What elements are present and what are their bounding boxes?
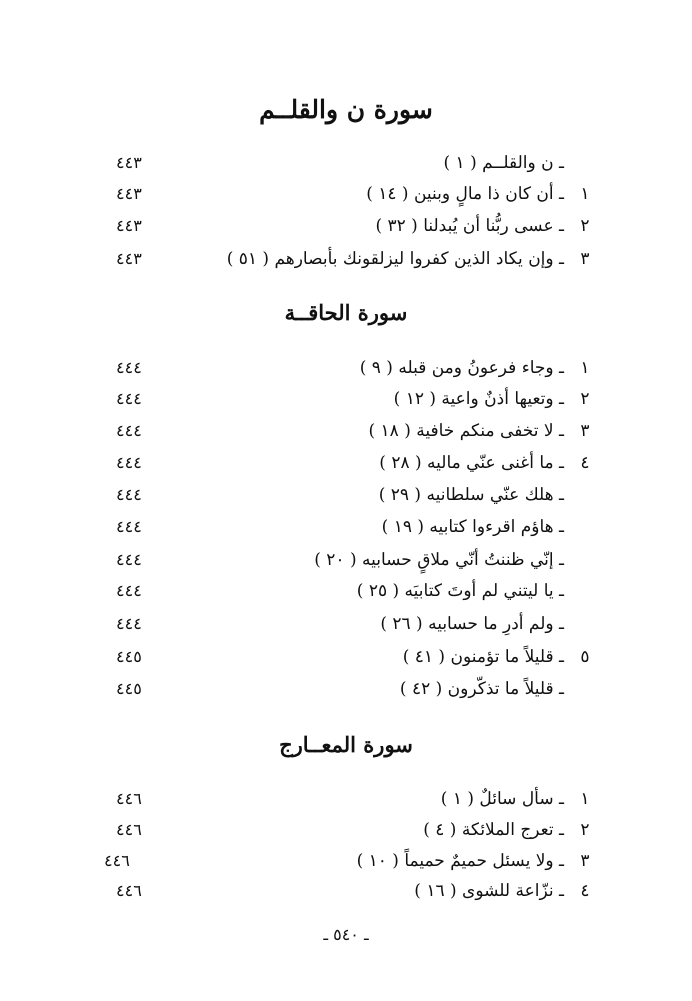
page-number: ٤٤٣ [116, 184, 142, 203]
entry-number: ٢ [580, 216, 590, 236]
verse-text: ـ إنّي ظننتُ أنّي ملاقٍ حسابيه ( ٢٠ ) [314, 550, 564, 570]
page-footer-number: ـ ٥٤٠ ـ [323, 925, 369, 944]
list-item [0, 876, 692, 906]
verse-text: ـ سأل سائلٌ ( ١ ) [440, 789, 564, 809]
verse-text: ـ لا تخفى منكم خافية ( ١٨ ) [368, 421, 564, 441]
page-number: ٤٤٤ [116, 550, 142, 569]
entry-number: ١ [580, 358, 590, 378]
list-item [0, 674, 692, 704]
page-number: ٤٤٤ [116, 453, 142, 472]
page-number: ٤٤٤ [116, 614, 142, 633]
entry-number: ١ [580, 184, 590, 204]
list-item [0, 609, 692, 639]
verse-text: ـ تعرج الملائكة ( ٤ ) [423, 820, 564, 840]
page-number: ٤٤٣ [116, 216, 142, 235]
list-item [0, 353, 692, 383]
entry-number: ٣ [580, 851, 590, 871]
list-item [0, 784, 692, 814]
page-number: ٤٤٤ [116, 517, 142, 536]
verse-text: ـ ما أغنى عنّي ماليه ( ٢٨ ) [379, 453, 564, 473]
list-item [0, 815, 692, 845]
entry-number: ٥ [580, 647, 590, 667]
verse-text: ـ نزّاعة للشوى ( ١٦ ) [414, 881, 564, 901]
entry-number: ١ [580, 789, 590, 809]
list-item [0, 448, 692, 478]
list-item [0, 148, 692, 178]
list-item [0, 512, 692, 542]
verse-text: ـ هاؤم اقرءوا كتابيه ( ١٩ ) [381, 517, 564, 537]
page-number: ٤٤٦ [116, 820, 142, 839]
page-number: ٤٤٦ [104, 851, 130, 870]
list-item [0, 846, 692, 876]
entry-number: ٢ [580, 820, 590, 840]
verse-text: ـ ولم أدرِ ما حسابيه ( ٢٦ ) [380, 614, 564, 634]
section-title-al-haqqa: سورة الحاقــة [284, 300, 408, 325]
page-number: ٤٤٦ [116, 789, 142, 808]
list-item [0, 211, 692, 241]
verse-text: ـ يا ليتني لم أوتَ كتابيَه ( ٢٥ ) [356, 581, 564, 601]
section-title-al-qalam: سورة ن والقلــم [259, 95, 433, 124]
page-number: ٤٤٤ [116, 389, 142, 408]
list-item [0, 416, 692, 446]
verse-text: ـ وتعيها أذنٌ واعية ( ١٢ ) [393, 389, 564, 409]
page-number: ٤٤٥ [116, 679, 142, 698]
page-number: ٤٤٣ [116, 249, 142, 268]
list-item [0, 179, 692, 209]
verse-text: ـ ولا يسئل حميمٌ حميماً ( ١٠ ) [356, 851, 564, 871]
entry-number: ٤ [580, 453, 590, 473]
entry-number: ٤ [580, 881, 590, 901]
verse-text: ـ عسى ربُّنا أن يُبدلنا ( ٣٢ ) [375, 216, 564, 236]
page-number: ٤٤٤ [116, 485, 142, 504]
verse-text: ـ وإن يكاد الذين كفروا ليزلقونك بأبصارهم ( ٥١ ) [226, 249, 564, 269]
page-number: ٤٤٤ [116, 421, 142, 440]
list-item [0, 244, 692, 274]
page-number: ٤٤٥ [116, 647, 142, 666]
verse-text: ـ قليلاً ما تؤمنون ( ٤١ ) [402, 647, 564, 667]
entry-number: ٣ [580, 421, 590, 441]
verse-text: ـ وجاء فرعونُ ومن قبله ( ٩ ) [359, 358, 564, 378]
list-item [0, 642, 692, 672]
verse-text: ـ أن كان ذا مالٍ وبنين ( ١٤ ) [366, 184, 564, 204]
section-title-al-maarij: سورة المعــارج [279, 732, 413, 757]
page-number: ٤٤٣ [116, 153, 142, 172]
list-item [0, 384, 692, 414]
page-number: ٤٤٦ [116, 881, 142, 900]
entry-number: ٢ [580, 389, 590, 409]
verse-text: ـ ن والقلــم ( ١ ) [443, 153, 564, 173]
list-item [0, 480, 692, 510]
verse-text: ـ قليلاً ما تذكّرون ( ٤٢ ) [399, 679, 564, 699]
list-item [0, 545, 692, 575]
list-item [0, 576, 692, 606]
entry-number: ٣ [580, 249, 590, 269]
verse-text: ـ هلك عنّي سلطانيه ( ٢٩ ) [378, 485, 564, 505]
page-number: ٤٤٤ [116, 358, 142, 377]
page-number: ٤٤٤ [116, 581, 142, 600]
